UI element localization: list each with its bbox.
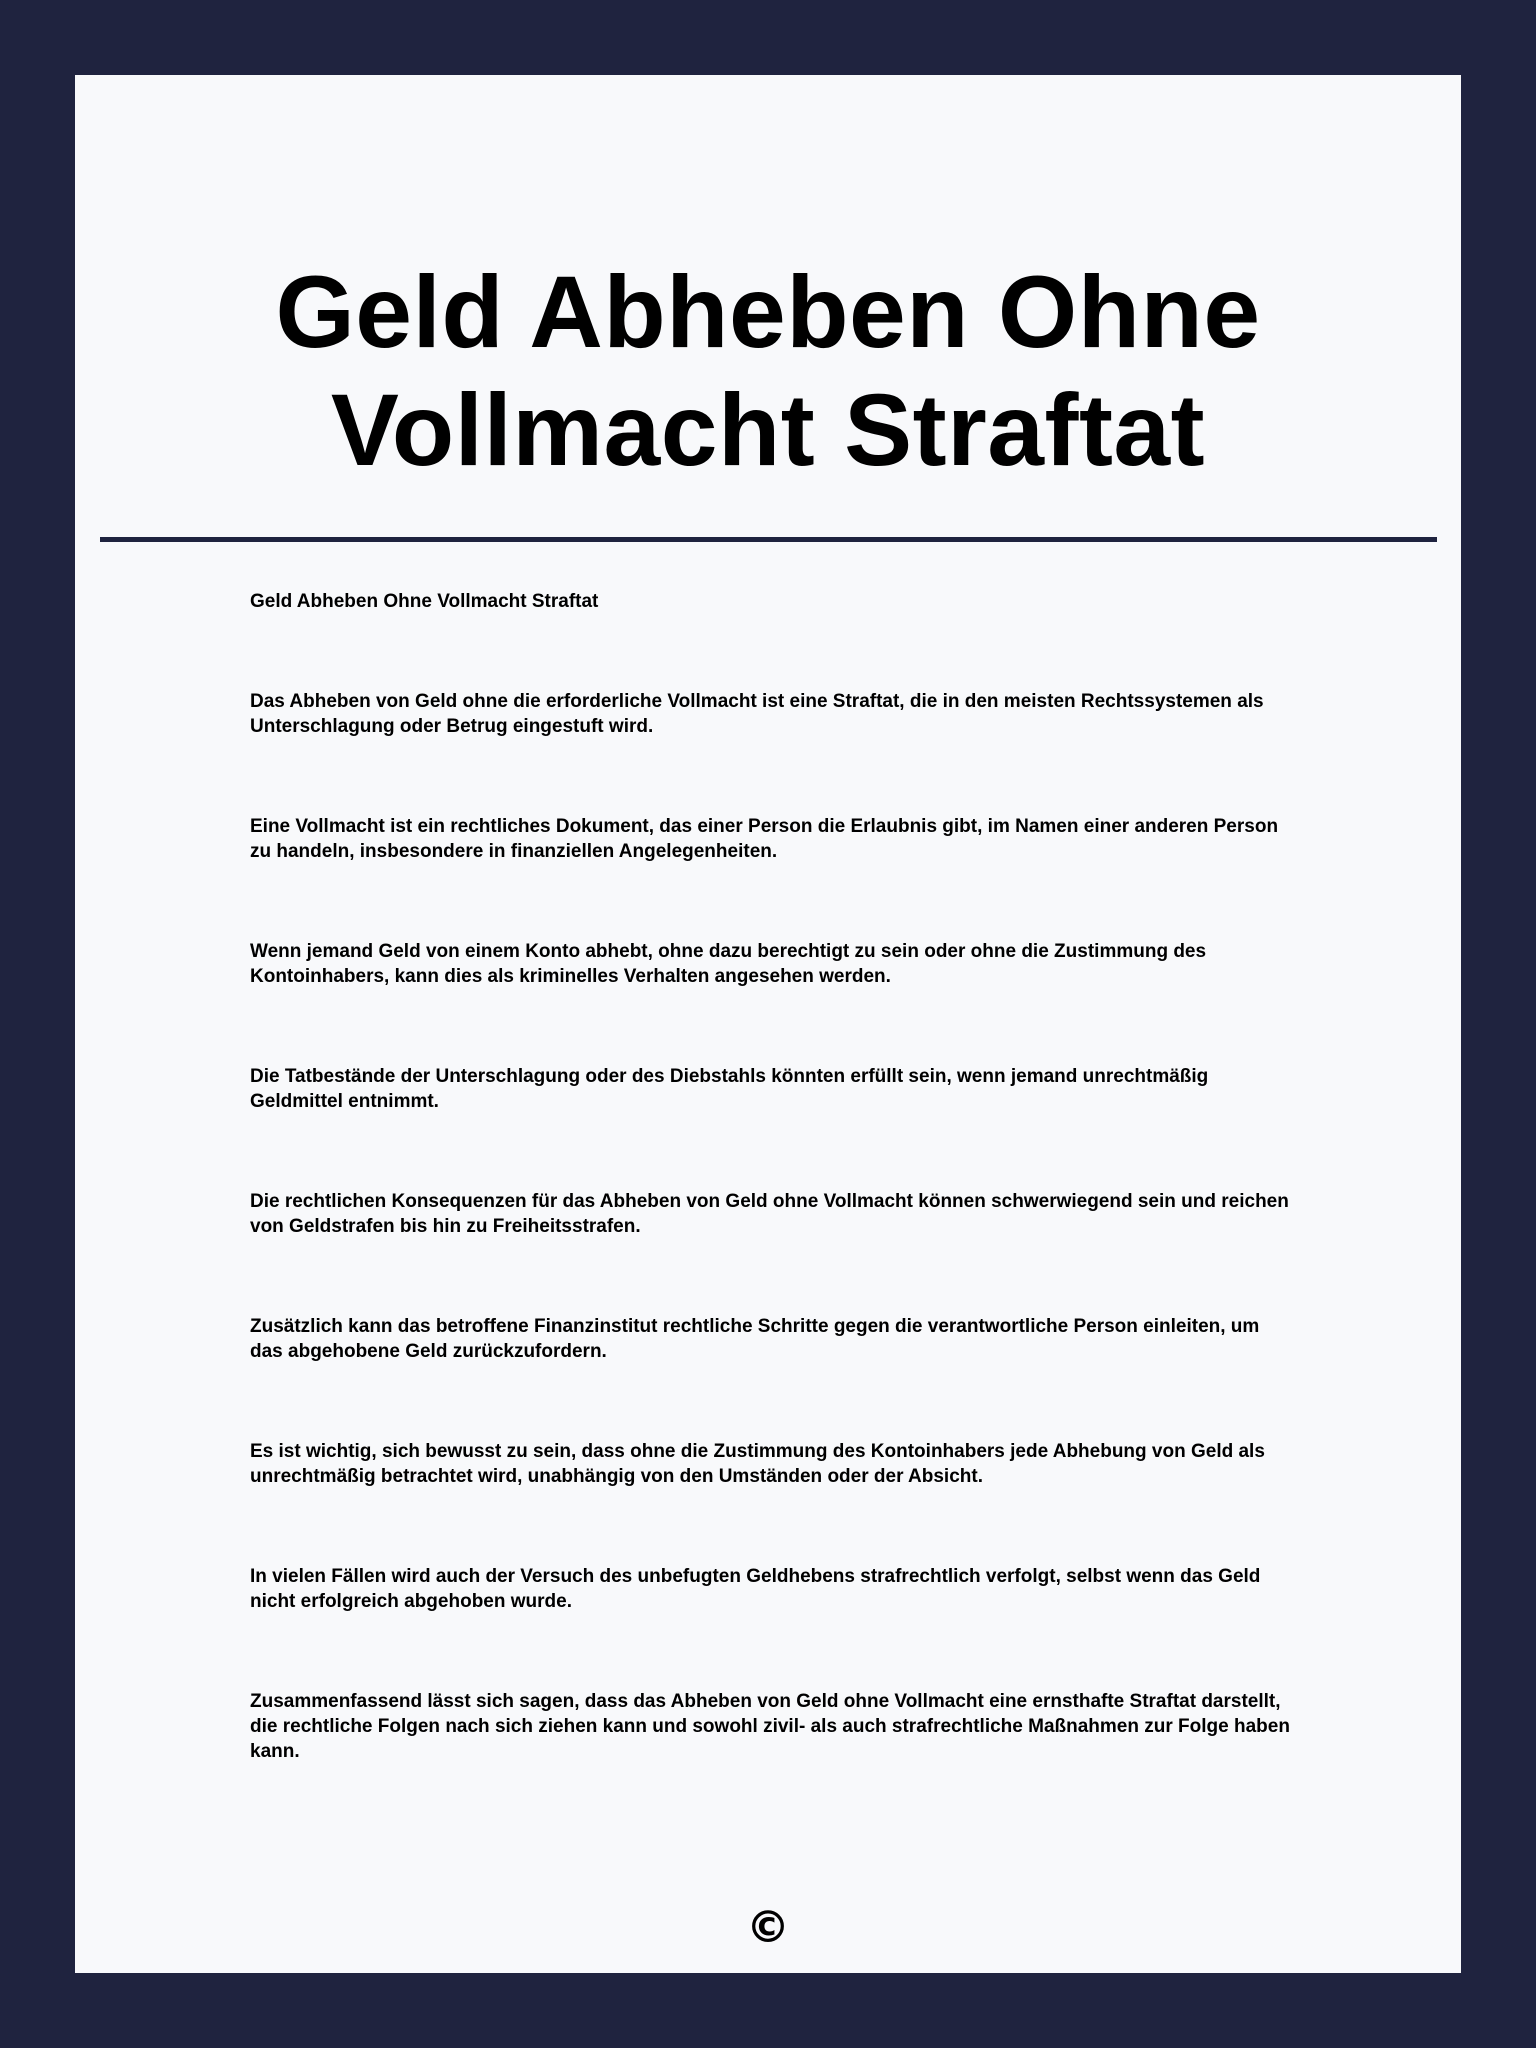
paragraph-6: Zusätzlich kann das betroffene Finanzinstitut rechtliche Schritte gegen die verantwortliche Person einleiten, um das abgehobene Geld zurückzufordern.	[250, 1316, 1260, 1362]
page-title	[75, 253, 1461, 489]
paragraph-1: Das Abheben von Geld ohne die erforderliche Vollmacht ist eine Straftat, die in den meisten Rechtssystemen als Unterschlagung oder Betrug eingestuft wird.	[250, 691, 1264, 737]
document-subtitle: Geld Abheben Ohne Vollmacht Straftat	[250, 591, 599, 612]
document-page	[75, 75, 1461, 1973]
paragraph-5: Die rechtlichen Konsequenzen für das Abheben von Geld ohne Vollmacht können schwerwiegend sein und reichen von Geldstrafen bis hin zu Freiheitsstrafen.	[250, 1191, 1289, 1237]
paragraph-2: Eine Vollmacht ist ein rechtliches Dokument, das einer Person die Erlaubnis gibt, im Namen einer anderen Person zu handeln, insbesondere in finanziellen Angelegenheiten.	[250, 816, 1279, 862]
paragraph-7: Es ist wichtig, sich bewusst zu sein, dass ohne die Zustimmung des Kontoinhabers jede Abhebung von Geld als unrechtmäßig betrachtet wird, unabhängig von den Umständen oder der Absicht.	[250, 1441, 1265, 1487]
paragraph-4: Die Tatbestände der Unterschlagung oder des Diebstahls könnten erfüllt sein, wenn jemand unrechtmäßig Geldmittel entnimmt.	[250, 1066, 1209, 1112]
title-divider	[100, 537, 1437, 542]
title-line-1: Geld Abheben Ohne	[275, 255, 1261, 369]
paragraph-8: In vielen Fällen wird auch der Versuch des unbefugten Geldhebens strafrechtlich verfolgt, selbst wenn das Geld nicht erfolgreich abgehoben wurde.	[250, 1566, 1261, 1612]
title-line-2: Vollmacht Straftat	[330, 373, 1206, 487]
paragraph-9: Zusammenfassend lässt sich sagen, dass das Abheben von Geld ohne Vollmacht eine ernsthafte Straftat darstellt, die rechtliche Folgen nach sich ziehen kann und sowohl zivil- als auch strafrechtliche Maßnahmen zur Folge haben kann.	[250, 1691, 1290, 1762]
paragraph-3: Wenn jemand Geld von einem Konto abhebt, ohne dazu berechtigt zu sein oder ohne die Zustimmung des Kontoinhabers, kann dies als kriminelles Verhalten angesehen werden.	[250, 941, 1207, 987]
copyright-icon: ©	[746, 1902, 790, 1953]
